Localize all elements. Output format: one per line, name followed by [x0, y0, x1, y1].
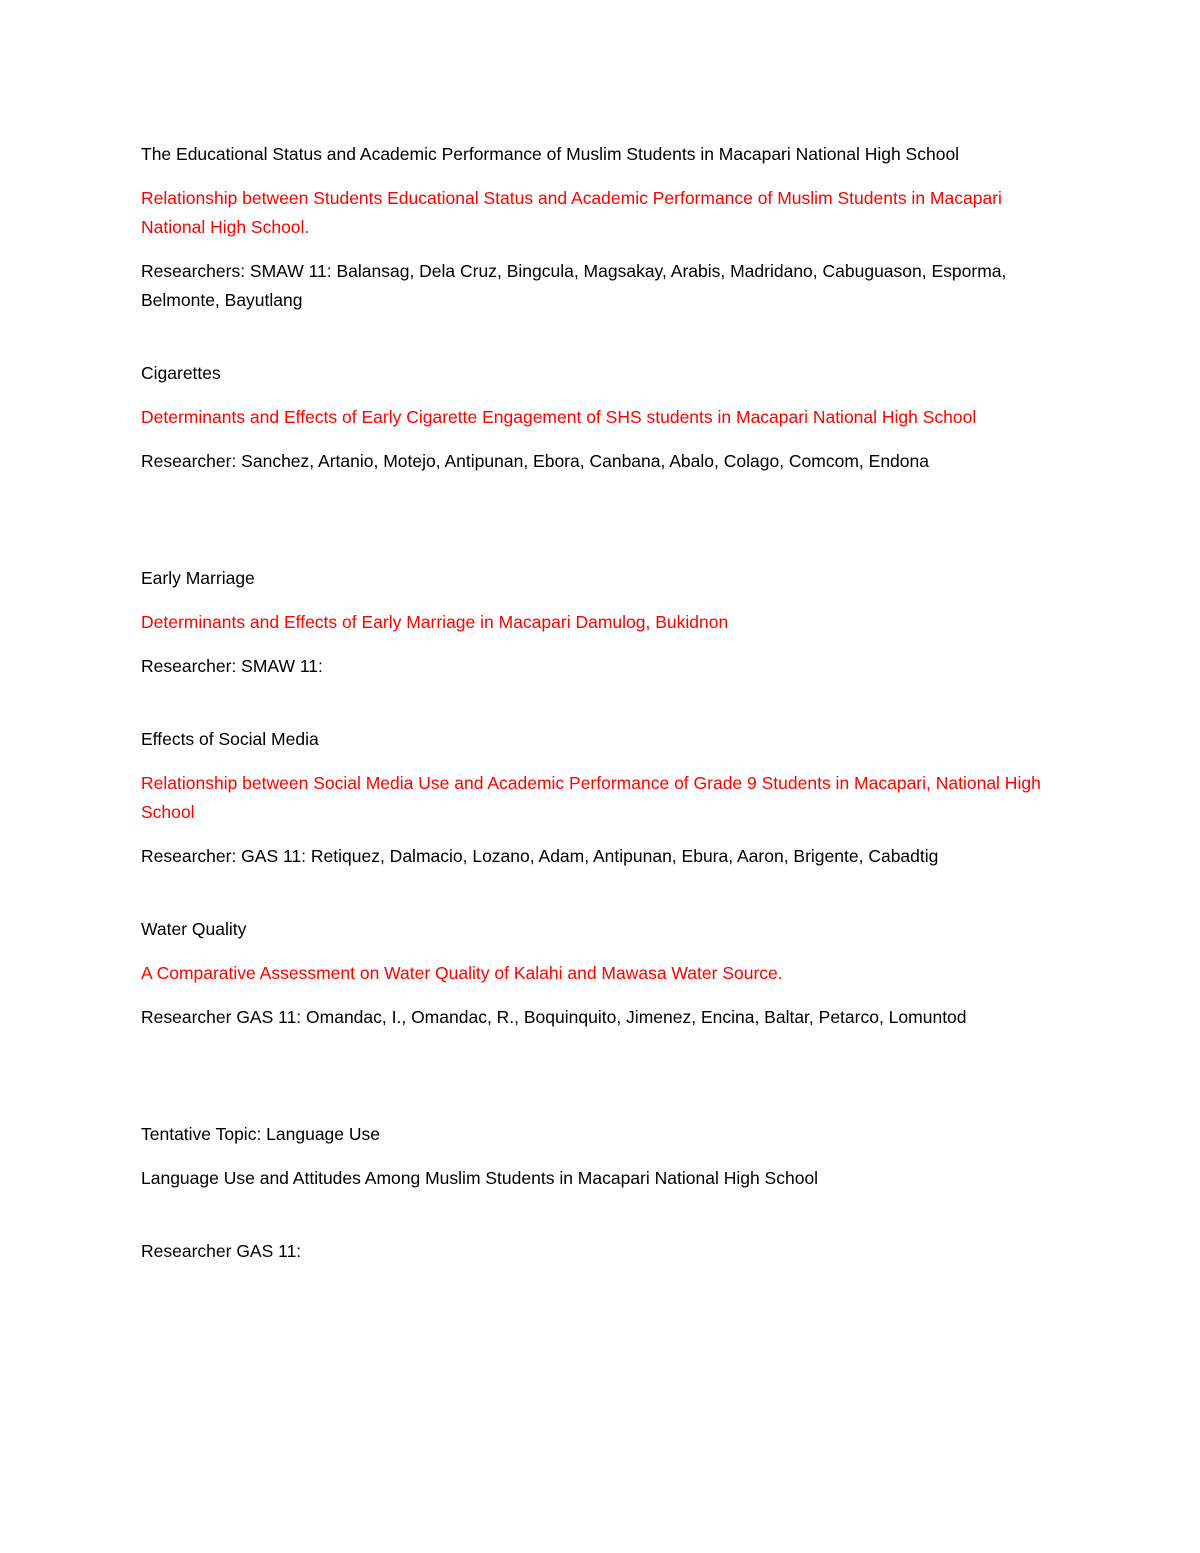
blank-line: [141, 886, 1041, 915]
researchers-list: Researchers: SMAW 11: Balansag, Dela Cruz, Bingcula, Magsakay, Arabis, Madridano, Cabuguason, Esporma, Belmonte, Bayutlang: [141, 261, 1007, 310]
research-title: A Comparative Assessment on Water Quality of Kalahi and Mawasa Water Source.: [141, 963, 783, 983]
blank-line: [141, 330, 1041, 359]
research-title: Language Use and Attitudes Among Muslim Students in Macapari National High School: [141, 1168, 819, 1188]
research-title: Determinants and Effects of Early Marriage in Macapari Damulog, Bukidnon: [141, 612, 729, 632]
researchers-list: Researcher GAS 11: Omandac, I., Omandac, R., Boquinquito, Jimenez, Encina, Baltar, Petarco, Lomuntod: [141, 1007, 967, 1027]
researchers-list: Researcher GAS 11:: [141, 1241, 302, 1261]
section-heading: Tentative Topic: Language Use: [141, 1124, 381, 1144]
section-heading: Cigarettes: [141, 363, 221, 383]
researchers-list: Researcher: GAS 11: Retiquez, Dalmacio, Lozano, Adam, Antipunan, Ebura, Aaron, Brigente, Cabadtig: [141, 846, 939, 866]
research-title: Determinants and Effects of Early Cigarette Engagement of SHS students in Macapari National High School: [141, 407, 977, 427]
blank-line: [141, 1047, 1041, 1120]
section-heading: Effects of Social Media: [141, 729, 319, 749]
blank-line: [141, 1208, 1041, 1237]
document-body: [141, 140, 1041, 1281]
blank-line: [141, 696, 1041, 725]
research-title: Relationship between Social Media Use and Academic Performance of Grade 9 Students in Macapari, National High School: [141, 773, 1041, 822]
researchers-list: Researcher: Sanchez, Artanio, Motejo, Antipunan, Ebora, Canbana, Abalo, Colago, Comcom, Endona: [141, 451, 929, 471]
section-heading: The Educational Status and Academic Performance of Muslim Students in Macapari National High School: [141, 144, 960, 164]
research-title: Relationship between Students Educational Status and Academic Performance of Muslim Students in Macapari National High School.: [141, 188, 1002, 237]
blank-line: [141, 491, 1041, 564]
section-heading: Early Marriage: [141, 568, 255, 588]
section-heading: Water Quality: [141, 919, 247, 939]
researchers-list: Researcher: SMAW 11:: [141, 656, 323, 676]
